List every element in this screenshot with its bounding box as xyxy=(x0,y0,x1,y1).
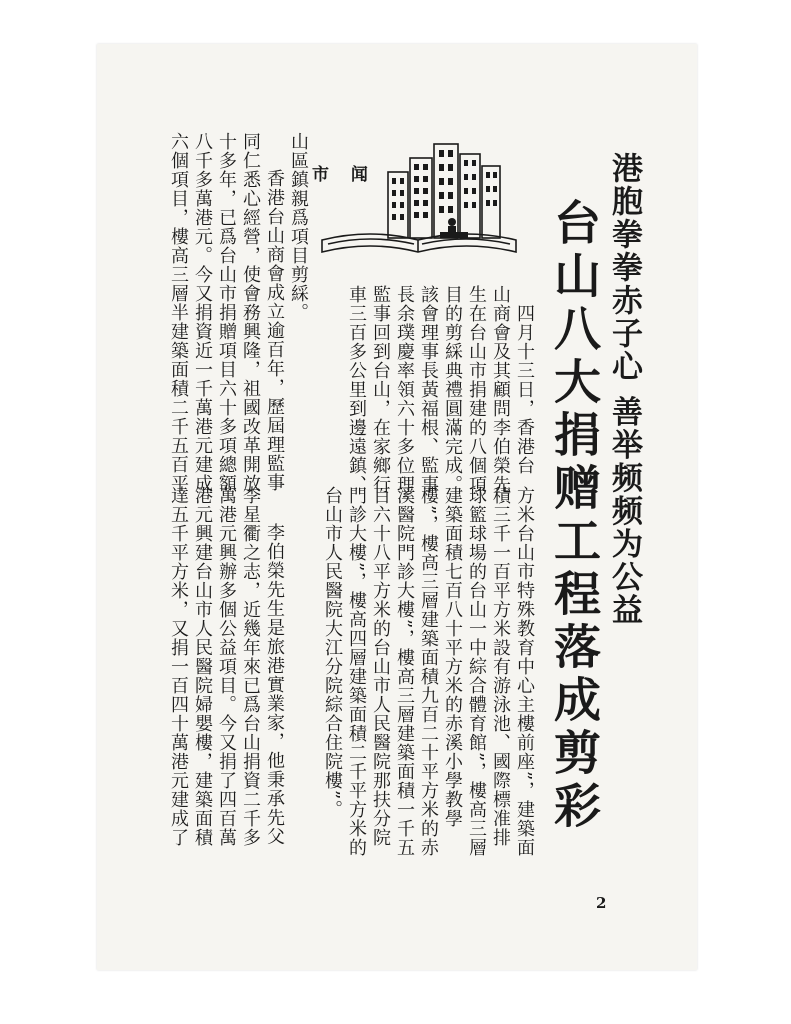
text-column: 八千多萬港元。今又捐資近一千萬港元建成 xyxy=(192,132,213,493)
text-column: 同仁悉心經營，使會務興隆，祖國改革開放 xyxy=(240,132,261,493)
text-column: 生在台山市捐建的八個項 xyxy=(466,285,487,494)
text-column: 四月十三日，香港台 xyxy=(514,285,535,475)
city-news-illustration xyxy=(318,128,520,266)
text-column: 六個項目，樓高三層半建築面積二千五百平 xyxy=(168,132,189,493)
text-column: 球籃球場的台山一中綜合體育館”，樓高三層 xyxy=(466,486,487,858)
text-column: 李星衢之志，近幾年來已爲台山捐資二千多 xyxy=(240,486,261,847)
text-column: 十多年，已爲台山市捐贈項目六十多項總額 xyxy=(216,132,237,493)
text-column: 台山市人民醫院大江分院綜合住院樓”。 xyxy=(322,486,343,820)
text-column: 溪醫院門診大樓”，樓高三層建築面積一千五 xyxy=(394,486,415,858)
text-column: 萬港元興辦多個公益項目。今又捐了四百萬 xyxy=(216,486,237,847)
text-column: 百六十八平方米的台山市人民醫院那扶分院 xyxy=(370,486,391,847)
text-column: 門診大樓”，樓高四層建築面積二千平方米的 xyxy=(346,486,367,858)
headline-subtitle: 港胞拳拳赤子心 善举频频为公益 xyxy=(606,152,642,627)
text-column: 車三百多公里到邊遠鎮、 xyxy=(346,285,367,494)
text-column: 達五千平方米，又捐一百四十萬港元建成了 xyxy=(168,486,189,847)
text-column: 長余璞慶率領六十多位理 xyxy=(394,285,415,494)
text-column: 積三千一百平方米設有游泳池、國際標准排 xyxy=(490,486,511,847)
text-column: 山區鎮親爲項目剪綵。 xyxy=(288,132,309,322)
text-column: 目的剪綵典禮圓滿完成。 xyxy=(442,285,463,494)
text-column: 樓”，樓高三層建築面積九百二十平方米的赤 xyxy=(418,486,439,858)
text-column: 山商會及其顧問李伯榮先 xyxy=(490,285,511,494)
text-column: 方米台山市特殊教育中心主樓前座”，建築面 xyxy=(514,486,535,858)
text-column: 李伯榮先生是旅港實業家，他秉承先父 xyxy=(264,504,285,846)
text-column: 監事回到台山，在家鄉行 xyxy=(370,285,391,494)
text-column: 建築面積七百八十平方米的赤溪小學教學 xyxy=(442,486,463,828)
text-column: 港元興建台山市人民醫院婦嬰樓，建築面積 xyxy=(192,486,213,847)
text-column: 香港台山商會成立逾百年，歷屆理監事 xyxy=(264,150,285,492)
headline-title: 台山八大捐赠工程落成剪彩 xyxy=(546,198,601,834)
section-label: 市 闻 xyxy=(312,165,376,185)
text-column: 該會理事長黃福根、監事 xyxy=(418,285,439,494)
page-number: 2 xyxy=(596,894,607,912)
